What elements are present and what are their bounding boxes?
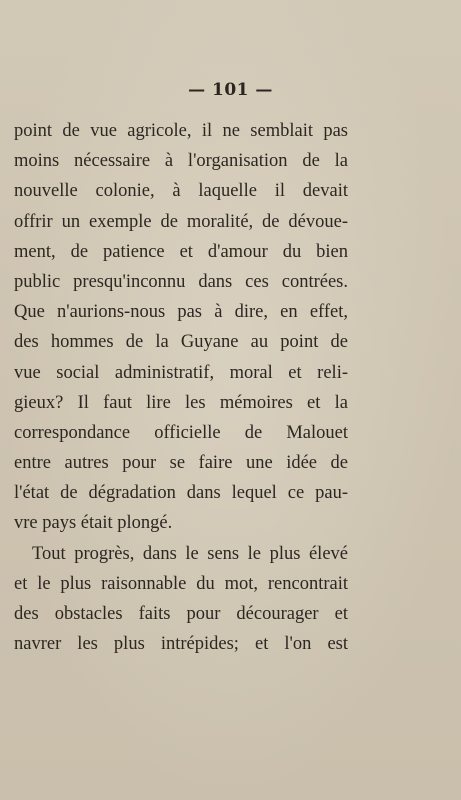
text-line: public presqu'inconnu dans ces contrées. [14,271,348,292]
text-line: l'état de dégradation dans lequel ce pau- [14,483,348,504]
text-line: des obstacles faits pour décourager et [14,604,348,624]
text-line: entre autres pour se faire une idée de [14,453,348,474]
text-line: point de vue agricole, il ne semblait pas [14,121,348,141]
text-line: navrer les plus intrépides; et l'on est [14,634,348,655]
text-line: gieux? Il faut lire les mémoires et la [14,392,348,413]
text-line: vue social administratif, moral et reli- [14,362,348,383]
text-line: correspondance officielle de Malouet [14,422,348,443]
text-line: Tout progrès, dans le sens le plus élevé [32,543,348,564]
body-text [14,116,348,659]
text-line: Que n'aurions-nous pas à dire, en effet, [14,302,348,323]
text-line: et le plus raisonnable du mot, rencontrait [14,573,348,594]
paragraph-1 [14,116,348,539]
text-line: ment, de patience et d'amour du bien [14,241,348,262]
page-number: — 101 — [188,80,273,100]
text-line: vre pays était plongé. [14,513,173,534]
text-line: des hommes de la Guyane au point de [14,332,348,353]
text-line: offrir un exemple de moralité, de dévoue- [14,211,348,232]
text-line: moins nécessaire à l'organisation de la [14,151,348,172]
text-line: nouvelle colonie, à laquelle il devait [14,181,348,202]
paragraph-2 [14,539,348,660]
